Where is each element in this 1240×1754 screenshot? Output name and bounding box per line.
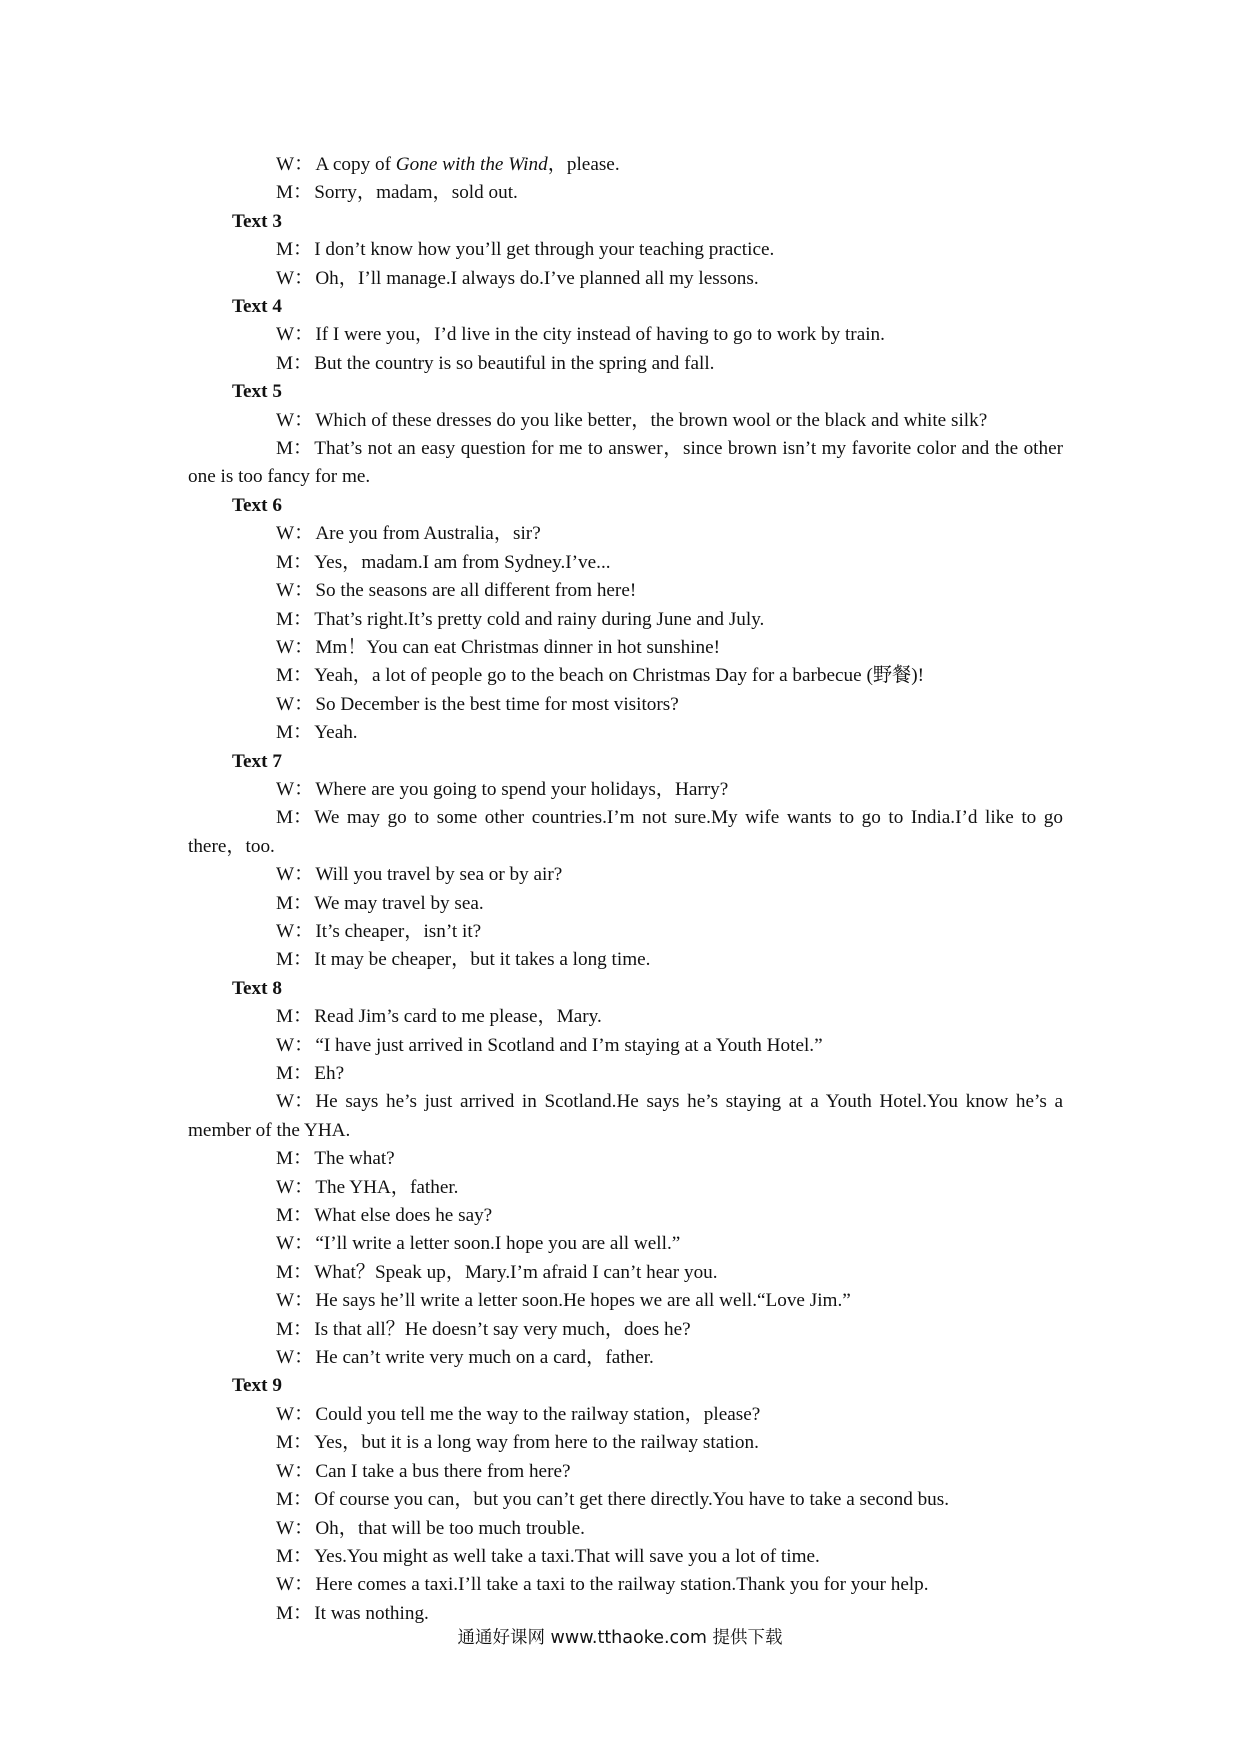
section-heading: Text 3 bbox=[232, 210, 282, 232]
speaker-label: W： bbox=[276, 267, 314, 289]
line-text: I don’t know how you’ll get through your teaching practice. bbox=[314, 239, 775, 261]
dialog-line bbox=[188, 265, 1063, 293]
dialog-line bbox=[188, 577, 1063, 605]
dialog-line bbox=[188, 1316, 1063, 1344]
speaker-label: M： bbox=[276, 1148, 313, 1170]
dialog-line bbox=[188, 1543, 1063, 1571]
speaker-label: M： bbox=[276, 665, 313, 687]
dialog-line bbox=[188, 350, 1063, 378]
line-text: ，please. bbox=[547, 154, 620, 175]
section-heading: Text 9 bbox=[232, 1375, 282, 1397]
dialog-line bbox=[188, 890, 1063, 918]
speaker-label: W： bbox=[276, 523, 314, 545]
line-text: That’s not an easy question for me to answer，since brown isn’t my favorite color and the other one is too fancy for me. bbox=[188, 438, 1063, 488]
speaker-label: M： bbox=[276, 949, 313, 971]
line-text: Yeah. bbox=[314, 722, 358, 744]
line-text: Eh? bbox=[314, 1063, 345, 1084]
dialog-line bbox=[188, 1003, 1063, 1031]
line-text: It’s cheaper，isn’t it? bbox=[315, 920, 482, 942]
dialog-line bbox=[188, 1145, 1063, 1173]
speaker-label: M： bbox=[276, 352, 313, 374]
dialog-line bbox=[188, 1344, 1063, 1372]
dialog-line bbox=[188, 634, 1063, 662]
line-text: That’s right.It’s pretty cold and rainy during June and July. bbox=[314, 608, 765, 630]
speaker-label: W： bbox=[276, 1233, 314, 1255]
speaker-label: W： bbox=[276, 1091, 314, 1113]
line-text: He says he’s just arrived in Scotland.He says he’s staying at a Youth Hotel.You know he’s a member of the YHA. bbox=[188, 1091, 1063, 1141]
dialog-line bbox=[188, 1401, 1063, 1429]
speaker-label: W： bbox=[276, 778, 314, 800]
speaker-label: W： bbox=[276, 580, 314, 602]
dialog-line bbox=[188, 1174, 1063, 1202]
dialog-line bbox=[188, 691, 1063, 719]
dialog-line bbox=[188, 662, 1063, 690]
dialog-line bbox=[188, 1230, 1063, 1258]
line-text: If I were you，I’d live in the city instead of having to go to work by train. bbox=[315, 324, 885, 346]
speaker-label: M： bbox=[276, 807, 313, 829]
dialog-line bbox=[188, 321, 1063, 349]
speaker-label: M： bbox=[276, 722, 313, 744]
line-text: What else does he say? bbox=[314, 1205, 493, 1227]
line-text: He can’t write very much on a card，father. bbox=[315, 1347, 654, 1369]
dialog-line bbox=[188, 946, 1063, 974]
line-text: “I’ll write a letter soon.I hope you are all well.” bbox=[315, 1233, 681, 1255]
dialog-line bbox=[188, 1259, 1063, 1287]
speaker-label: M： bbox=[276, 182, 313, 204]
speaker-label: W： bbox=[276, 1034, 314, 1056]
line-text: Oh，I’ll manage.I always do.I’ve planned all my lessons. bbox=[315, 267, 759, 289]
dialog-line bbox=[188, 1202, 1063, 1230]
speaker-label: W： bbox=[276, 409, 314, 431]
dialog-line bbox=[188, 1429, 1063, 1457]
dialog-line bbox=[188, 918, 1063, 946]
dialog-line bbox=[188, 1032, 1063, 1060]
dialog-line bbox=[188, 435, 1063, 492]
speaker-label: M： bbox=[276, 1432, 313, 1454]
line-text: Yeah，a lot of people go to the beach on Christmas Day for a barbecue (野餐)! bbox=[314, 665, 924, 687]
speaker-label: W： bbox=[276, 920, 314, 942]
section-heading: Text 6 bbox=[232, 494, 282, 516]
line-text: What？Speak up，Mary.I’m afraid I can’t hear you. bbox=[314, 1261, 718, 1283]
line-text: Where are you going to spend your holidays，Harry? bbox=[315, 778, 729, 800]
line-text: It may be cheaper，but it takes a long time. bbox=[314, 949, 651, 971]
line-text: Mm！You can eat Christmas dinner in hot sunshine! bbox=[315, 636, 721, 658]
dialog-line bbox=[188, 1486, 1063, 1514]
dialog-line bbox=[188, 1458, 1063, 1486]
speaker-label: M： bbox=[276, 1006, 313, 1028]
dialog-line bbox=[188, 1287, 1063, 1315]
dialog-line bbox=[188, 1515, 1063, 1543]
line-text: Can I take a bus there from here? bbox=[315, 1460, 571, 1482]
dialog-line bbox=[188, 151, 1063, 179]
dialog-line bbox=[188, 1571, 1063, 1599]
section-heading: Text 7 bbox=[232, 750, 282, 772]
line-text: Which of these dresses do you like better，the brown wool or the black and white silk? bbox=[315, 409, 988, 431]
line-text: Yes，madam.I am from Sydney.I’ve... bbox=[314, 551, 611, 573]
speaker-label: W： bbox=[276, 324, 314, 346]
speaker-label: W： bbox=[276, 1460, 314, 1482]
speaker-label: M： bbox=[276, 239, 313, 261]
line-text: Are you from Australia，sir? bbox=[315, 523, 541, 545]
line-text-prefix: A copy of bbox=[315, 154, 396, 175]
speaker-label: M： bbox=[276, 438, 313, 460]
dialog-line bbox=[188, 776, 1063, 804]
line-text: It was nothing. bbox=[314, 1602, 429, 1624]
page-footer: 通通好课网 www.tthaoke.com 提供下载 bbox=[457, 1628, 783, 1648]
section-heading: Text 4 bbox=[232, 296, 282, 318]
dialog-line bbox=[188, 549, 1063, 577]
line-text: Will you travel by sea or by air? bbox=[315, 864, 563, 886]
document-body bbox=[188, 151, 1063, 1628]
speaker-label: M： bbox=[276, 1261, 313, 1283]
speaker-label: W： bbox=[276, 636, 314, 658]
line-text: So the seasons are all different from here! bbox=[315, 580, 637, 602]
line-text: We may go to some other countries.I’m not sure.My wife wants to go to India.I’d like to go there，too. bbox=[188, 807, 1063, 857]
dialog-line bbox=[188, 1088, 1063, 1145]
line-text: Yes.You might as well take a taxi.That will save you a lot of time. bbox=[314, 1545, 820, 1567]
line-text: But the country is so beautiful in the spring and fall. bbox=[314, 352, 715, 374]
dialog-line bbox=[188, 861, 1063, 889]
speaker-label: W： bbox=[276, 1347, 314, 1369]
speaker-label: W： bbox=[276, 1176, 314, 1198]
dialog-line bbox=[188, 236, 1063, 264]
speaker-label: W： bbox=[276, 1517, 314, 1539]
line-text: “I have just arrived in Scotland and I’m staying at a Youth Hotel.” bbox=[315, 1034, 823, 1056]
line-text: So December is the best time for most visitors? bbox=[315, 693, 679, 715]
line-text: Of course you can，but you can’t get there directly.You have to take a second bus. bbox=[314, 1489, 950, 1511]
speaker-label: M： bbox=[276, 1545, 313, 1567]
line-text: The what? bbox=[314, 1148, 395, 1170]
dialog-line bbox=[188, 804, 1063, 861]
line-text: Here comes a taxi.I’ll take a taxi to the railway station.Thank you for your help. bbox=[315, 1574, 929, 1596]
speaker-label: W： bbox=[276, 1574, 314, 1596]
section-heading: Text 5 bbox=[232, 381, 282, 403]
speaker-label: M： bbox=[276, 608, 313, 630]
dialog-line bbox=[188, 407, 1063, 435]
line-text: The YHA，father. bbox=[315, 1176, 459, 1198]
line-text: Yes，but it is a long way from here to the railway station. bbox=[314, 1432, 759, 1454]
line-text: Could you tell me the way to the railway station，please? bbox=[315, 1403, 761, 1425]
dialog-line bbox=[188, 520, 1063, 548]
book-title: Gone with the Wind bbox=[395, 154, 548, 175]
speaker-label: W： bbox=[276, 1403, 314, 1425]
dialog-line bbox=[188, 179, 1063, 207]
dialog-line bbox=[188, 719, 1063, 747]
speaker-label: W： bbox=[276, 864, 314, 886]
dialog-line bbox=[188, 1060, 1063, 1088]
speaker-label: M： bbox=[276, 1602, 313, 1624]
speaker-label: M： bbox=[276, 892, 313, 914]
line-text: Sorry，madam，sold out. bbox=[314, 182, 518, 204]
speaker-label: M： bbox=[276, 1489, 313, 1511]
dialog-line bbox=[188, 606, 1063, 634]
speaker-label: M： bbox=[276, 1205, 313, 1227]
line-text: We may travel by sea. bbox=[314, 892, 484, 914]
line-text: Is that all？He doesn’t say very much，does he? bbox=[314, 1318, 691, 1340]
speaker-label: M： bbox=[276, 1318, 313, 1340]
line-text: Read Jim’s card to me please，Mary. bbox=[314, 1006, 602, 1028]
speaker-label: W： bbox=[276, 1290, 314, 1312]
speaker-label: W： bbox=[276, 693, 314, 715]
speaker-label: M： bbox=[276, 551, 313, 573]
speaker-label: W： bbox=[276, 154, 314, 175]
section-heading: Text 8 bbox=[232, 977, 282, 999]
speaker-label: M： bbox=[276, 1063, 313, 1084]
line-text: Oh，that will be too much trouble. bbox=[315, 1517, 585, 1539]
line-text: He says he’ll write a letter soon.He hopes we are all well.“Love Jim.” bbox=[315, 1290, 851, 1312]
